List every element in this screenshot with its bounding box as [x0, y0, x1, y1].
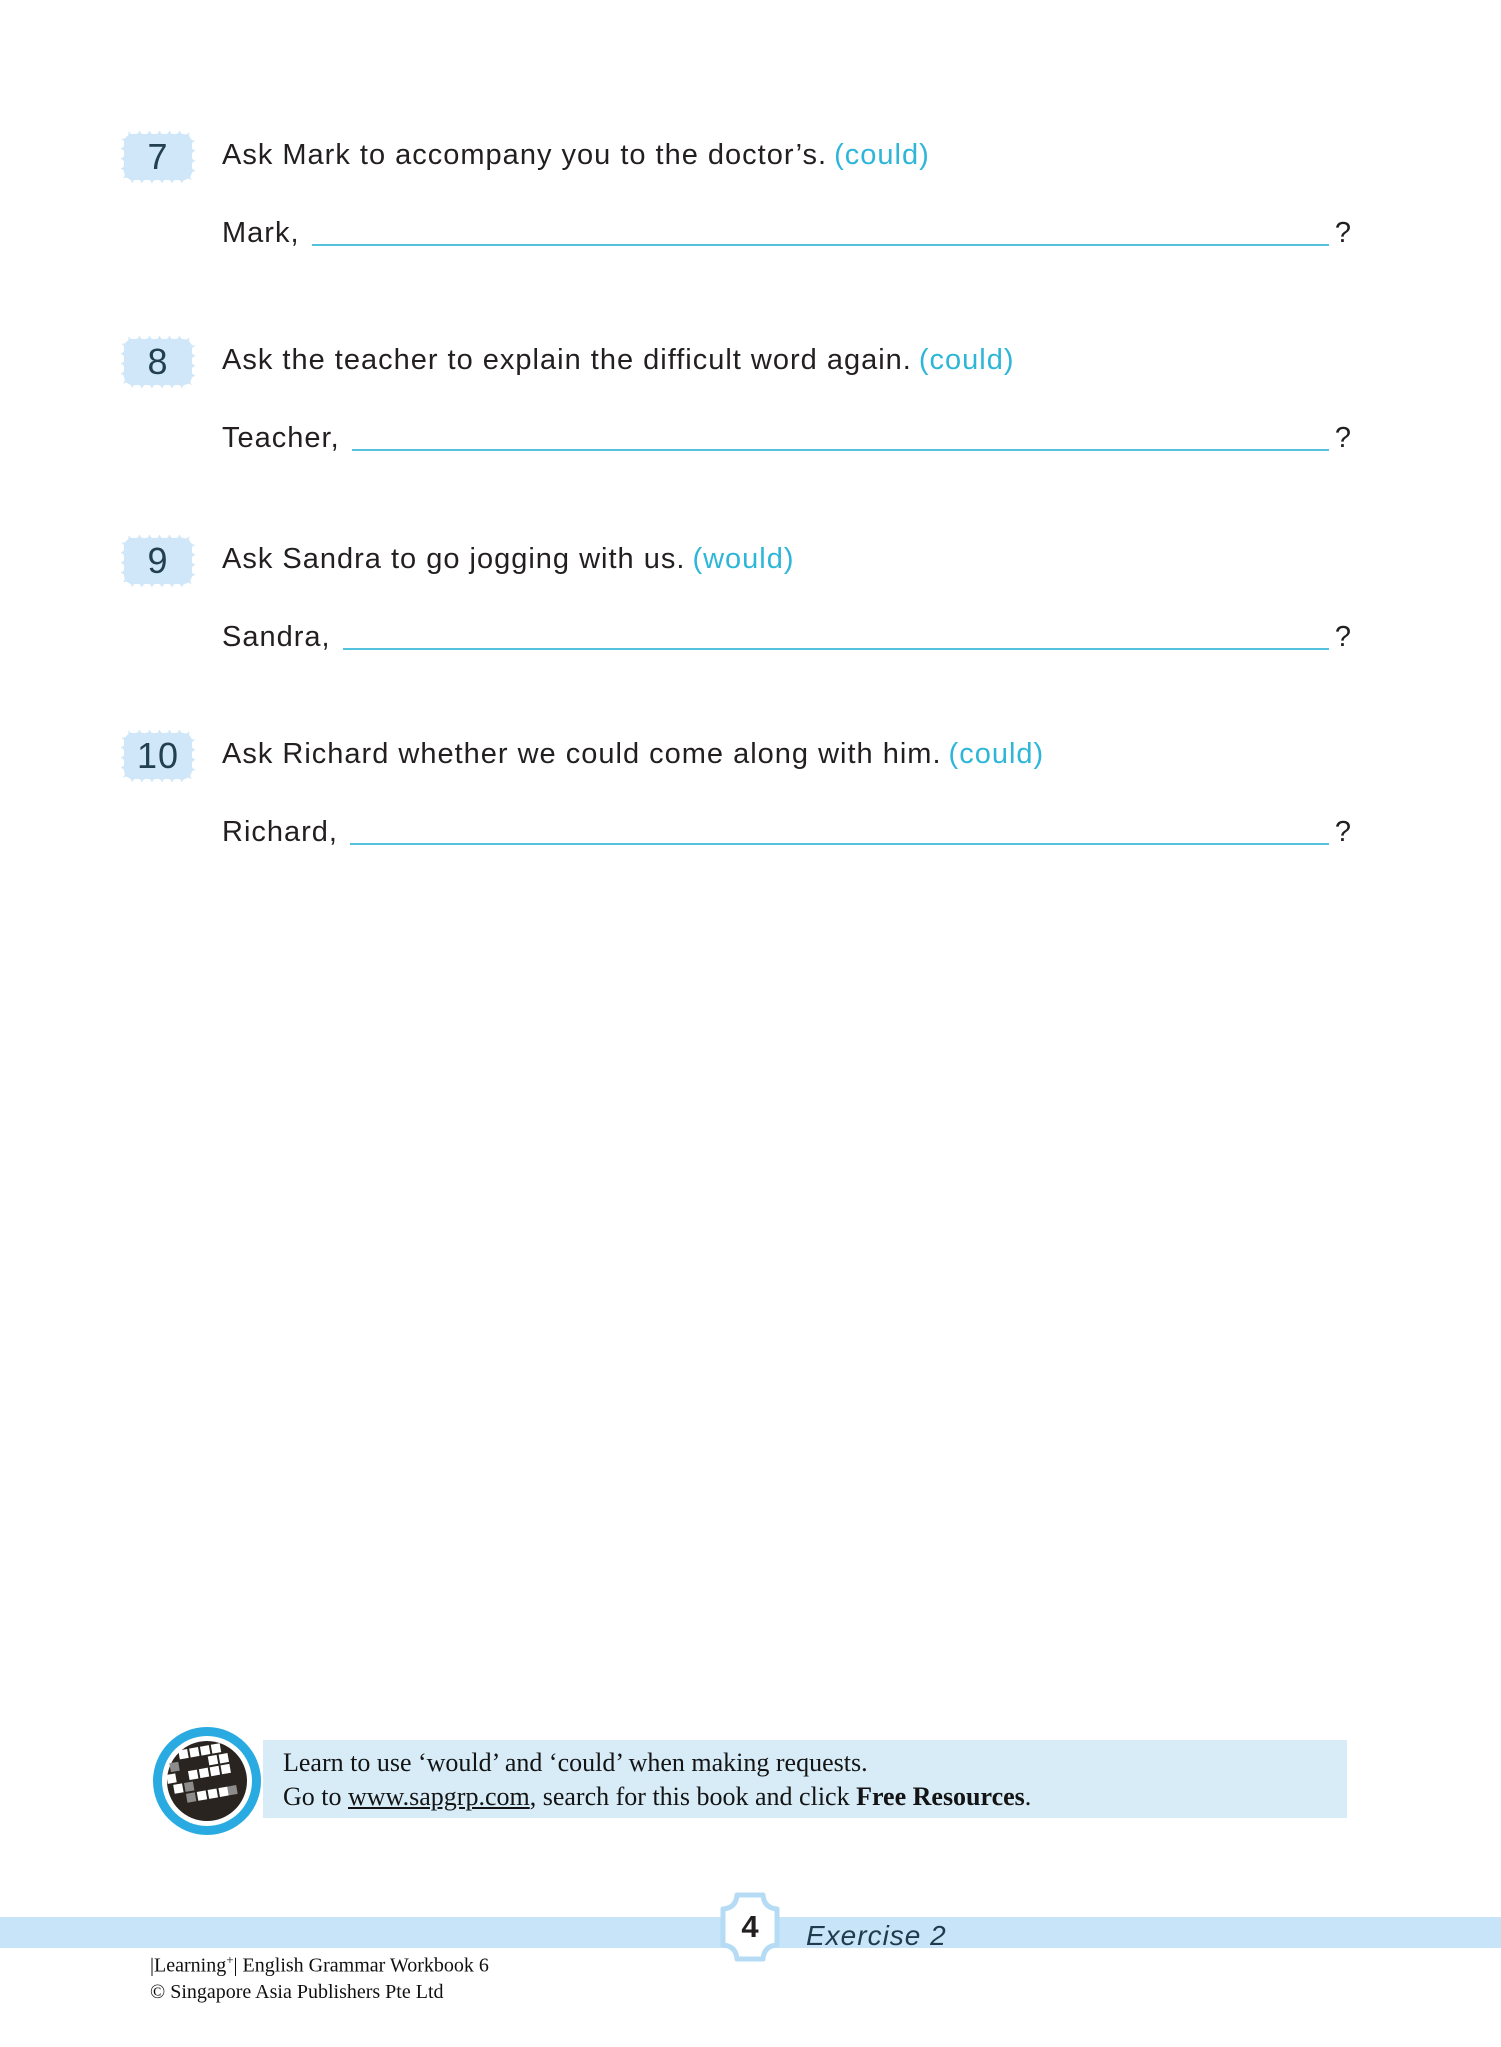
question-number: 10	[136, 735, 180, 776]
imprint-block	[150, 1947, 489, 2005]
answer-row	[222, 811, 1352, 849]
question-prompt	[222, 139, 930, 172]
question-number-badge	[118, 727, 198, 785]
question-prompt	[222, 738, 1044, 771]
answer-row	[222, 417, 1352, 455]
resources-text	[283, 1746, 1031, 1814]
question-item	[118, 128, 1352, 260]
question-number-badge	[118, 532, 198, 590]
resources-banner	[263, 1740, 1347, 1818]
prompt-text: Ask Richard whether we could come along with him.	[222, 738, 942, 770]
free-resources-label: Free Resources	[856, 1782, 1025, 1811]
answer-blank-line[interactable]	[350, 843, 1329, 845]
question-number: 8	[147, 341, 169, 382]
banner-line1: Learn to use ‘would’ and ‘could’ when making requests.	[283, 1748, 868, 1777]
question-mark: ?	[1334, 816, 1352, 848]
question-mark: ?	[1334, 422, 1352, 454]
modal-hint: (would)	[692, 543, 795, 575]
modal-hint: (could)	[948, 738, 1045, 770]
answer-blank-line[interactable]	[352, 449, 1329, 451]
modal-hint: (could)	[834, 139, 930, 171]
question-item	[118, 727, 1352, 859]
prompt-text: Ask Mark to accompany you to the doctor’s.	[222, 139, 828, 171]
imprint-prefix: |Learning	[150, 1954, 227, 1977]
question-prompt	[222, 543, 795, 576]
prompt-text: Ask Sandra to go jogging with us.	[222, 543, 686, 575]
question-item	[118, 532, 1352, 664]
answer-salutation: Richard,	[222, 816, 338, 848]
page-number-badge	[717, 1891, 783, 1963]
answer-salutation: Teacher,	[222, 422, 340, 454]
answer-salutation: Sandra,	[222, 621, 331, 653]
question-number: 9	[147, 540, 169, 581]
question-mark: ?	[1334, 621, 1352, 653]
banner-line2-middle: , search for this book and click	[529, 1782, 857, 1811]
question-prompt	[222, 344, 1015, 377]
answer-blank-line[interactable]	[312, 244, 1329, 246]
copyright-line: © Singapore Asia Publishers Pte Ltd	[150, 1980, 444, 2003]
imprint-line	[150, 1947, 489, 1979]
prompt-text: Ask the teacher to explain the difficult word again.	[222, 344, 912, 376]
exercise-label: Exercise 2	[806, 1920, 947, 1951]
page-number: 4	[741, 1909, 759, 1944]
question-item	[118, 333, 1352, 465]
question-number: 7	[147, 136, 169, 177]
banner-line2	[283, 1780, 1031, 1814]
imprint-sup: +	[226, 1952, 234, 1967]
imprint-suffix: | English Grammar Workbook 6	[233, 1954, 489, 1977]
answer-salutation: Mark,	[222, 217, 300, 249]
answer-row	[222, 616, 1352, 654]
question-mark: ?	[1334, 217, 1352, 249]
banner-line2-prefix: Go to	[283, 1782, 348, 1811]
sap-logo-icon	[152, 1726, 262, 1836]
modal-hint: (could)	[918, 344, 1015, 376]
sapgrp-link[interactable]: www.sapgrp.com	[348, 1782, 530, 1811]
answer-row	[222, 212, 1352, 250]
answer-blank-line[interactable]	[343, 648, 1329, 650]
banner-line2-suffix: .	[1024, 1782, 1032, 1811]
question-number-badge	[118, 333, 198, 391]
question-number-badge	[118, 128, 198, 186]
